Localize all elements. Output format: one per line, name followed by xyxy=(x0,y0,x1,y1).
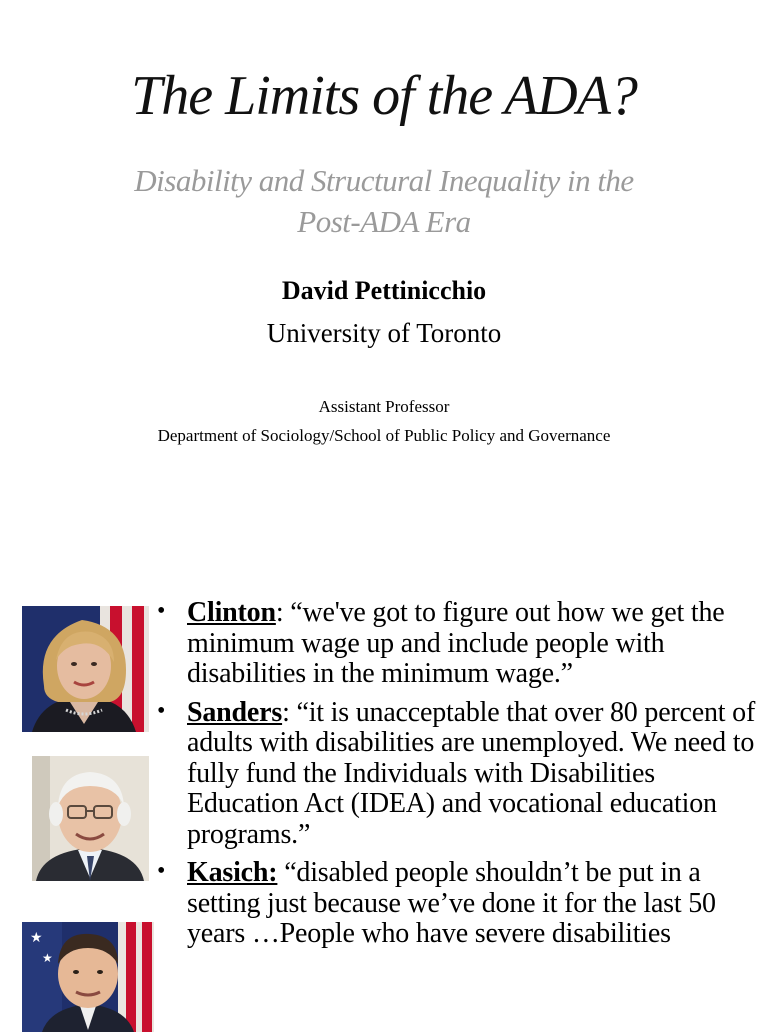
author-position: Assistant Professor xyxy=(318,397,450,416)
speaker-separator: : xyxy=(275,597,284,628)
quote-text: “it is unacceptable that over 80 percent of adults with disabilities are unemployed. We need to fully fund the Individuals with Disabilities Education Act (IDEA) and vocational education programs.” xyxy=(187,696,756,850)
quote-clinton xyxy=(157,598,757,690)
svg-text:★: ★ xyxy=(30,930,43,946)
clinton-photo xyxy=(22,606,149,732)
speaker-name: Kasich: xyxy=(187,857,278,888)
quote-kasich xyxy=(157,858,757,950)
quote-sanders xyxy=(157,698,757,851)
quotes-slide xyxy=(0,590,768,1024)
department-name: Department of Sociology/School of Public Policy and Governance xyxy=(157,426,611,445)
svg-text:★: ★ xyxy=(42,951,53,965)
author-name: David Pettinicchio xyxy=(281,276,487,305)
slide-subtitle: Disability and Structural Inequality in the Post-ADA Era xyxy=(134,163,634,239)
speaker-name: Clinton xyxy=(187,597,276,628)
bullet: • xyxy=(157,697,166,724)
quote-text: “we've got to figure out how we get the minimum wage up and include people with disabilities in the minimum wage.” xyxy=(187,597,725,689)
speaker-separator: : xyxy=(282,696,290,728)
bullet: • xyxy=(157,598,166,624)
bullet: • xyxy=(157,858,166,884)
quotes-list xyxy=(157,598,757,958)
quote-text: “disabled people shouldn’t be put in a setting just because we’ve done it for the last 50 years …People who have severe disabilities xyxy=(187,857,716,949)
sanders-photo xyxy=(32,756,149,881)
slide-title: The Limits of the ADA? xyxy=(131,65,637,127)
kasich-photo xyxy=(22,922,154,1032)
speaker-name: Sanders xyxy=(187,696,283,728)
university-name: University of Toronto xyxy=(266,318,502,348)
